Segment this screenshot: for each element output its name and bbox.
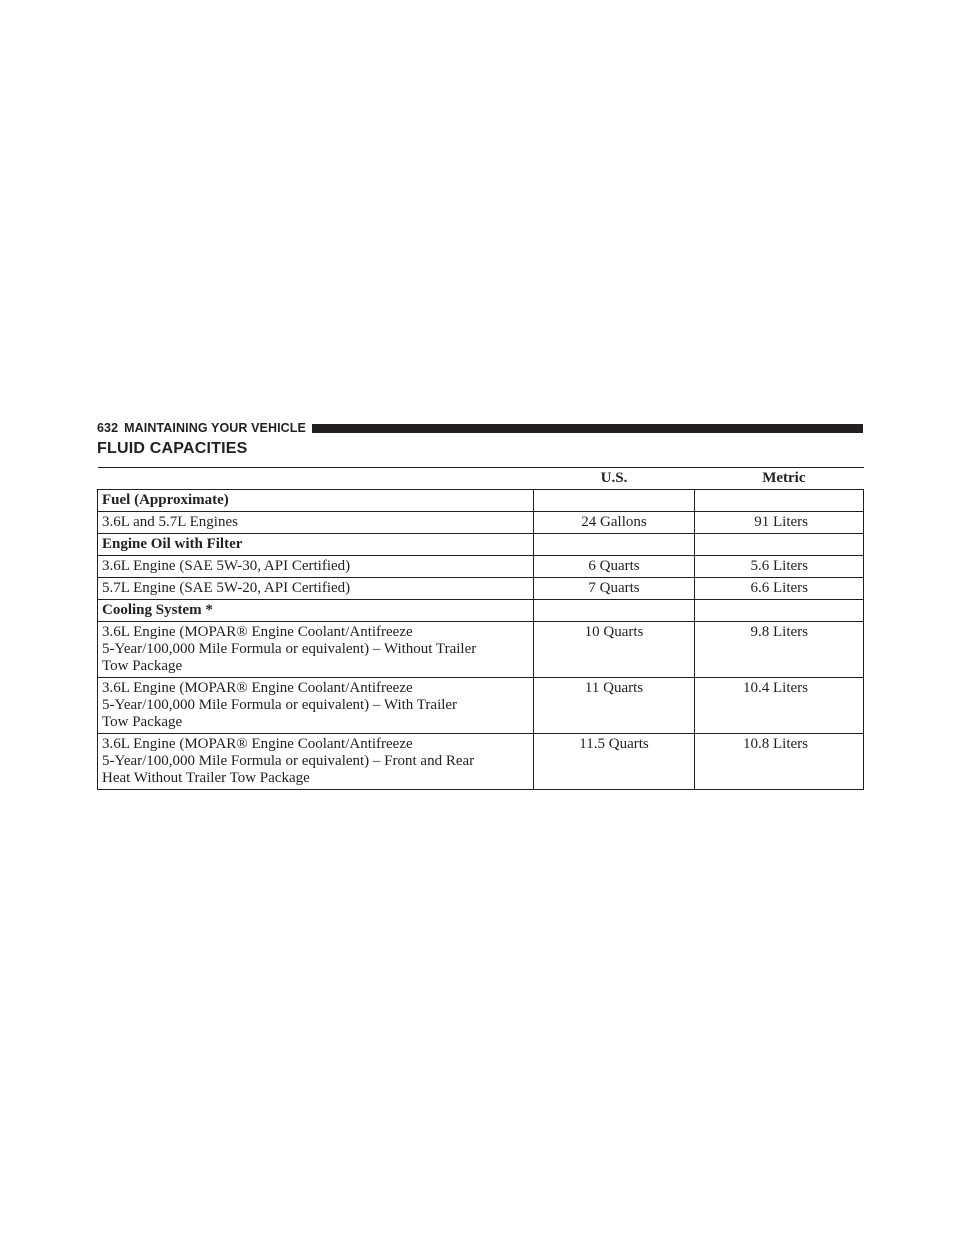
row-us-value xyxy=(533,534,694,556)
table-row xyxy=(98,556,864,578)
table-row xyxy=(98,578,864,600)
row-us-value: 24 Gallons xyxy=(533,512,694,534)
row-label: Engine Oil with Filter xyxy=(98,534,534,556)
row-metric-value: 5.6 Liters xyxy=(695,556,864,578)
row-label-line: 3.6L Engine (MOPAR® Engine Coolant/Antifreeze xyxy=(102,736,413,752)
table-row-group-cooling xyxy=(98,600,864,622)
table-row xyxy=(98,512,864,534)
row-us-value: 11 Quarts xyxy=(533,678,694,734)
row-metric-value: 10.4 Liters xyxy=(695,678,864,734)
header-description xyxy=(98,468,534,490)
row-label: 3.6L and 5.7L Engines xyxy=(98,512,534,534)
row-us-value xyxy=(533,490,694,512)
row-label xyxy=(98,678,534,734)
row-metric-value: 91 Liters xyxy=(695,512,864,534)
table-header-row xyxy=(98,468,864,490)
row-metric-value: 9.8 Liters xyxy=(695,622,864,678)
row-us-value: 11.5 Quarts xyxy=(533,734,694,790)
row-metric-value xyxy=(695,490,864,512)
row-metric-value xyxy=(695,600,864,622)
page-number: 632 xyxy=(97,420,119,435)
row-label: 3.6L Engine (SAE 5W-30, API Certified) xyxy=(98,556,534,578)
row-metric-value xyxy=(695,534,864,556)
row-label-line: Heat Without Trailer Tow Package xyxy=(102,770,310,786)
row-label-line: 3.6L Engine (MOPAR® Engine Coolant/Antifreeze xyxy=(102,680,413,696)
header-metric: Metric xyxy=(695,468,864,490)
page-header xyxy=(97,419,863,436)
row-us-value: 6 Quarts xyxy=(533,556,694,578)
row-label xyxy=(98,622,534,678)
table-row xyxy=(98,734,864,790)
header-rule xyxy=(312,424,863,433)
row-label xyxy=(98,734,534,790)
section-title: FLUID CAPACITIES xyxy=(97,440,248,457)
row-label-line: 5-Year/100,000 Mile Formula or equivalent) – Without Trailer xyxy=(102,641,477,657)
row-label-line: 3.6L Engine (MOPAR® Engine Coolant/Antifreeze xyxy=(102,624,413,640)
row-us-value: 10 Quarts xyxy=(533,622,694,678)
row-label: 5.7L Engine (SAE 5W-20, API Certified) xyxy=(98,578,534,600)
table-row xyxy=(98,622,864,678)
fluid-capacities-table xyxy=(97,467,864,790)
row-us-value: 7 Quarts xyxy=(533,578,694,600)
row-us-value xyxy=(533,600,694,622)
table-row xyxy=(98,678,864,734)
row-metric-value: 10.8 Liters xyxy=(695,734,864,790)
row-label-line: 5-Year/100,000 Mile Formula or equivalent) – With Trailer xyxy=(102,697,458,713)
row-label-line: 5-Year/100,000 Mile Formula or equivalent) – Front and Rear xyxy=(102,753,475,769)
row-label: Cooling System * xyxy=(98,600,534,622)
row-label: Fuel (Approximate) xyxy=(98,490,534,512)
row-label-line: Tow Package xyxy=(102,658,183,674)
row-metric-value: 6.6 Liters xyxy=(695,578,864,600)
header-us: U.S. xyxy=(533,468,694,490)
row-label-line: Tow Package xyxy=(102,714,183,730)
table-row-group-fuel xyxy=(98,490,864,512)
table-row-group-engine-oil xyxy=(98,534,864,556)
chapter-title: MAINTAINING YOUR VEHICLE xyxy=(124,420,306,435)
